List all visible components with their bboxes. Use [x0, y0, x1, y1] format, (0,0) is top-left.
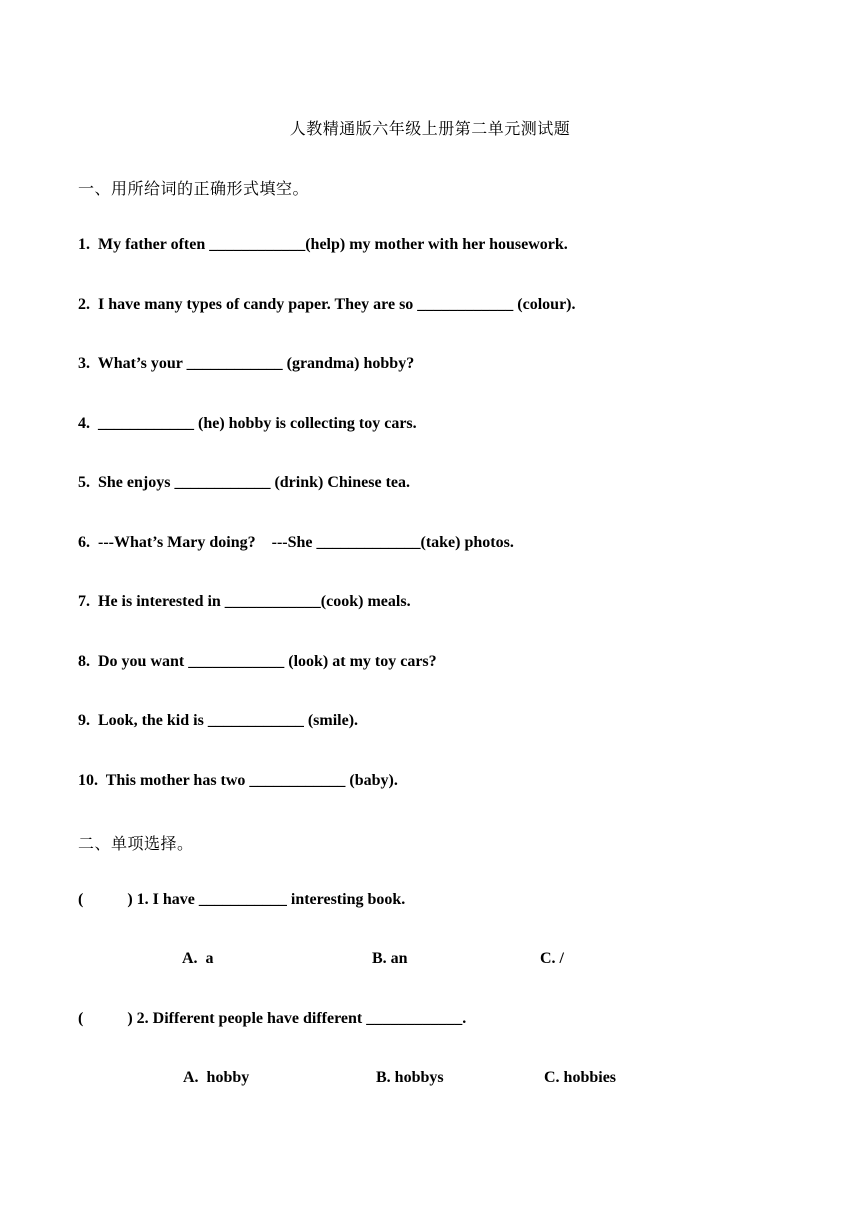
choice-2-option-c: C. hobbies	[544, 1069, 617, 1086]
question-8: 8. Do you want ____________ (look) at my toy cars?	[78, 653, 437, 670]
question-10: 10. This mother has two ____________ (baby).	[78, 772, 398, 789]
choice-1-option-c: C. /	[540, 950, 564, 967]
question-3: 3. What’s your ____________ (grandma) hobby?	[78, 355, 415, 372]
question-7: 7. He is interested in ____________(cook) meals.	[78, 593, 411, 610]
section-heading-multiple-choice: 二、单项选择。	[78, 834, 194, 853]
choice-1-option-a: A. a	[182, 950, 214, 967]
choice-question-1: ( ) 1. I have ___________ interesting book.	[78, 891, 406, 908]
choice-1-option-b: B. an	[372, 950, 408, 967]
question-1: 1. My father often ____________(help) my mother with her housework.	[78, 236, 568, 253]
choice-2-option-a: A. hobby	[183, 1069, 250, 1086]
question-9: 9. Look, the kid is ____________ (smile).	[78, 712, 359, 729]
page-title: 人教精通版六年级上册第二单元测试题	[289, 119, 571, 138]
question-6: 6. ---What’s Mary doing? ---She _____________(take) photos.	[78, 534, 514, 551]
question-4: 4. ____________ (he) hobby is collecting toy cars.	[78, 415, 417, 432]
question-2: 2. I have many types of candy paper. They are so ____________ (colour).	[78, 296, 576, 313]
choice-question-2: ( ) 2. Different people have different ____________.	[78, 1010, 467, 1027]
question-5: 5. She enjoys ____________ (drink) Chinese tea.	[78, 474, 411, 491]
section-heading-fill-in: 一、用所给词的正确形式填空。	[78, 179, 310, 198]
choice-2-option-b: B. hobbys	[376, 1069, 444, 1086]
